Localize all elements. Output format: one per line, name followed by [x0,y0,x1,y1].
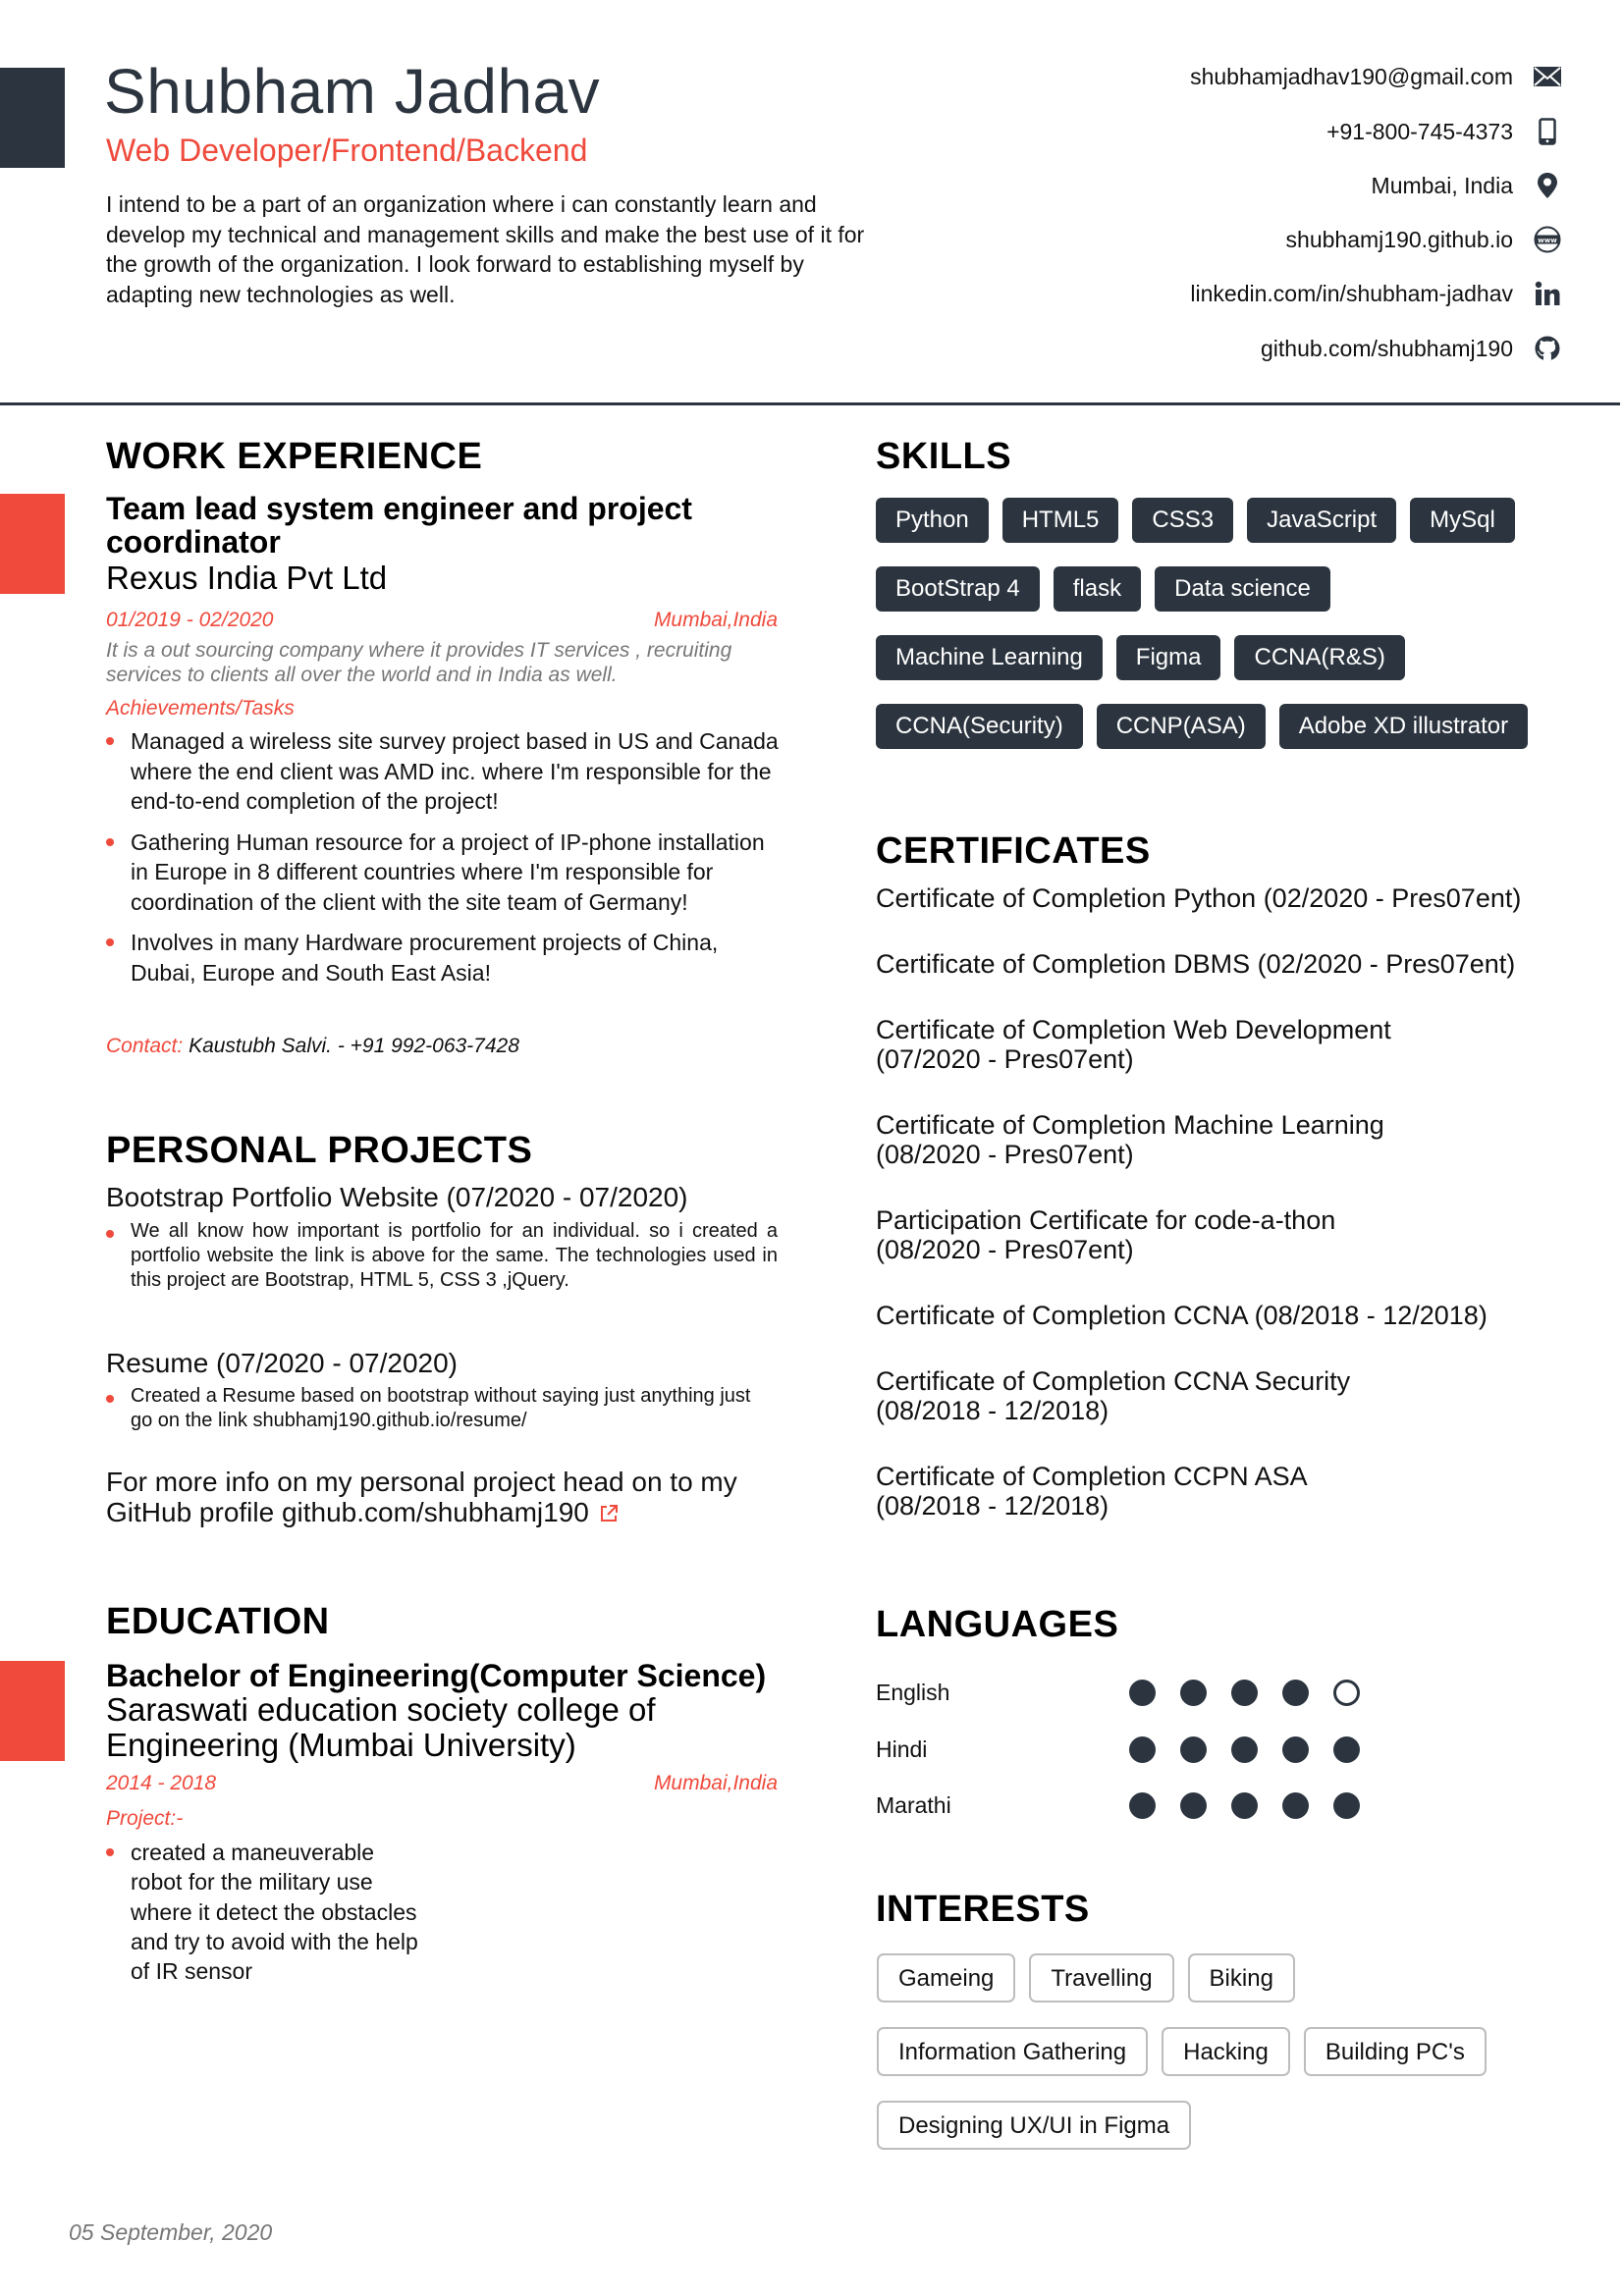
skill-tag: BootStrap 4 [876,566,1040,612]
project-title: Bootstrap Portfolio Website (07/2020 - 07/2020) [106,1182,688,1212]
contact-phone-text[interactable]: +91-800-745-4373 [1326,118,1513,144]
skills-row [876,498,1602,543]
interest-tag: Hacking [1162,2027,1290,2076]
interest-tag: Biking [1188,1953,1295,2002]
interests-heading: INTERESTS [876,1889,1090,1930]
education-project-label: Project:- [106,1807,184,1830]
map-pin-icon [1533,171,1562,200]
certificate-item: Certificate of Completion DBMS (02/2020 - Pres07ent) [876,949,1516,979]
contact-website-text[interactable]: shubhamj190.github.io [1285,226,1513,252]
education-project-item: created a maneuverable robot for the military use where it detect the obstacles and try to avoid with the help of IR sensor [106,1838,430,1986]
proficiency-dot-filled [1282,1680,1309,1706]
skill-tag: Data science [1155,566,1330,612]
education-accent-bar [0,1661,65,1761]
interest-tag: Information Gathering [877,2027,1148,2076]
contact-email[interactable] [1190,57,1562,96]
reference-contact [106,1035,519,1058]
project-description-item: Created a Resume based on bootstrap without saying just anything just go on the link shubhamj190.github.io/resume/ [106,1384,778,1433]
interests-list [877,1953,1603,2174]
company-name: Rexus India Pvt Ltd [106,560,388,596]
www-globe-icon [1533,225,1562,254]
achievements-label: Achievements/Tasks [106,697,295,720]
reference-contact-label: Contact: [106,1035,184,1057]
certificate-item: Participation Certificate for code-a-thon (08/2020 - Pres07ent) [876,1205,1336,1264]
contact-website[interactable] [1286,220,1562,259]
certificate-item: Certificate of Completion CCNA (08/2018 - 12/2018) [876,1301,1488,1330]
certificate-item: Certificate of Completion CCPN ASA (08/2018 - 12/2018) [876,1462,1308,1521]
proficiency-dot-filled [1231,1680,1258,1706]
skills-heading: SKILLS [876,436,1012,477]
contact-github[interactable] [1261,329,1562,368]
interests-row [877,2101,1603,2150]
more-info-text[interactable]: For more info on my personal project head on to my GitHub profile github.com/shubhamj190 [106,1467,737,1527]
github-icon [1533,334,1562,363]
proficiency-dot-filled [1129,1792,1156,1819]
contact-github-text[interactable]: github.com/shubhamj190 [1261,335,1513,361]
skill-tag: Adobe XD illustrator [1279,704,1528,749]
reference-contact-value: Kaustubh Salvi. - +91 992-063-7428 [189,1035,519,1057]
achievement-item: Managed a wireless site survey project based in US and Canada where the end client was AMD inc. where I'm responsible for the end-to-end completion of the project! [106,726,784,817]
footer-date: 05 September, 2020 [69,2219,273,2245]
candidate-title: Web Developer/Frontend/Backend [106,133,588,168]
proficiency-dot-filled [1333,1736,1360,1763]
degree-title: Bachelor of Engineering(Computer Science) [106,1658,767,1693]
interests-row [877,2027,1603,2076]
job-meta [106,609,778,632]
project-description [106,1219,778,1293]
project-description-item: We all know how important is portfolio for an individual. so i created a portfolio website the link is above for the same. The technologies used in this project are Bootstrap, HTML 5, CSS 3 ,jQuery. [106,1219,778,1293]
skill-tag: flask [1054,566,1141,612]
interest-tag: Building PC's [1304,2027,1487,2076]
interest-tag: Gameing [877,1953,1015,2002]
certificate-item: Certificate of Completion CCNA Security (08/2018 - 12/2018) [876,1366,1351,1425]
language-row [876,1674,1367,1713]
proficiency-dot-filled [1333,1792,1360,1819]
proficiency-dot-filled [1180,1736,1207,1763]
skill-tag: Python [876,498,989,543]
contact-linkedin-text[interactable]: linkedin.com/in/shubham-jadhav [1190,280,1513,306]
contact-phone[interactable] [1326,112,1562,151]
project-description [106,1384,778,1433]
skill-tag: CCNA(Security) [876,704,1083,749]
proficiency-dot-empty [1333,1680,1360,1706]
personal-projects-heading: PERSONAL PROJECTS [106,1130,533,1171]
contact-linkedin[interactable] [1190,274,1562,313]
skills-row [876,704,1602,749]
certificate-item: Certificate of Completion Python (02/2020 - Pres07ent) [876,883,1522,913]
skills-row [876,635,1602,680]
job-title: Team lead system engineer and project coordinator [106,491,692,560]
education-dates: 2014 - 2018 [106,1772,217,1794]
proficiency-dot-filled [1282,1736,1309,1763]
skill-tag: Machine Learning [876,635,1103,680]
contact-location [1372,166,1562,205]
interest-tag: Travelling [1029,1953,1173,2002]
job-location: Mumbai,India [653,609,778,631]
header-accent-bar [0,68,65,168]
certificate-item: Certificate of Completion Web Development (07/2020 - Pres07ent) [876,1015,1391,1074]
language-row [876,1731,1367,1770]
education-project-list [106,1838,430,1986]
interests-row [877,1953,1603,2002]
proficiency-dot-filled [1180,1680,1207,1706]
header-divider [0,402,1620,405]
proficiency-dot-filled [1231,1736,1258,1763]
job-dates: 01/2019 - 02/2020 [106,609,274,631]
language-name: Hindi [876,1736,928,1762]
proficiency-dot-filled [1129,1680,1156,1706]
summary: I intend to be a part of an organization where i can constantly learn and develop my technical and management skills and make the best use of it for the growth of the organization. I look forward to establishing myself by adapting new technologies as well. [106,191,865,307]
skill-tag: JavaScript [1247,498,1396,543]
www-label: www [1538,237,1557,244]
certificates-heading: CERTIFICATES [876,830,1151,872]
language-name: Marathi [876,1792,951,1818]
envelope-icon [1533,62,1562,91]
contact-email-text[interactable]: shubhamjadhav190@gmail.com [1190,63,1513,89]
external-link-icon[interactable] [599,1499,619,1529]
proficiency-dot-filled [1282,1792,1309,1819]
skill-tag: Figma [1116,635,1221,680]
achievement-item: Gathering Human resource for a project of IP-phone installation in Europe in 8 different countries where I'm responsible for coordination of the client with the site team of Germany! [106,828,784,918]
more-info [106,1467,793,1529]
certificates-list [876,883,1602,1557]
proficiency-dot-filled [1231,1792,1258,1819]
education-heading: EDUCATION [106,1601,330,1642]
achievements-list [106,726,784,998]
project-title: Resume (07/2020 - 07/2020) [106,1348,458,1378]
proficiency-dot-filled [1180,1792,1207,1819]
proficiency-dot-filled [1129,1736,1156,1763]
company-description: It is a out sourcing company where it provides IT services , recruiting services to clients all over the world and in India as well. [106,639,732,686]
mobile-phone-icon [1533,117,1562,146]
skills-row [876,566,1602,612]
language-name: English [876,1680,950,1705]
achievement-item: Involves in many Hardware procurement projects of China, Dubai, Europe and South East Asia! [106,928,784,988]
linkedin-icon [1533,279,1562,308]
work-experience-heading: WORK EXPERIENCE [106,436,483,477]
skill-tag: CCNA(R&S) [1234,635,1404,680]
skill-tag: CCNP(ASA) [1097,704,1266,749]
language-row [876,1787,1367,1826]
skill-tag: MySql [1410,498,1515,543]
school-name: Saraswati education society college of Engineering (Mumbai University) [106,1691,656,1763]
contact-location-text: Mumbai, India [1371,172,1513,198]
education-location: Mumbai,India [653,1772,778,1794]
skills-list [876,498,1602,773]
skill-tag: HTML5 [1002,498,1119,543]
candidate-name: Shubham Jadhav [104,56,601,127]
work-accent-bar [0,494,65,594]
education-meta [106,1772,778,1795]
interest-tag: Designing UX/UI in Figma [877,2101,1191,2150]
languages-heading: LANGUAGES [876,1604,1119,1645]
certificate-item: Certificate of Completion Machine Learning (08/2020 - Pres07ent) [876,1110,1384,1169]
skill-tag: CSS3 [1132,498,1233,543]
